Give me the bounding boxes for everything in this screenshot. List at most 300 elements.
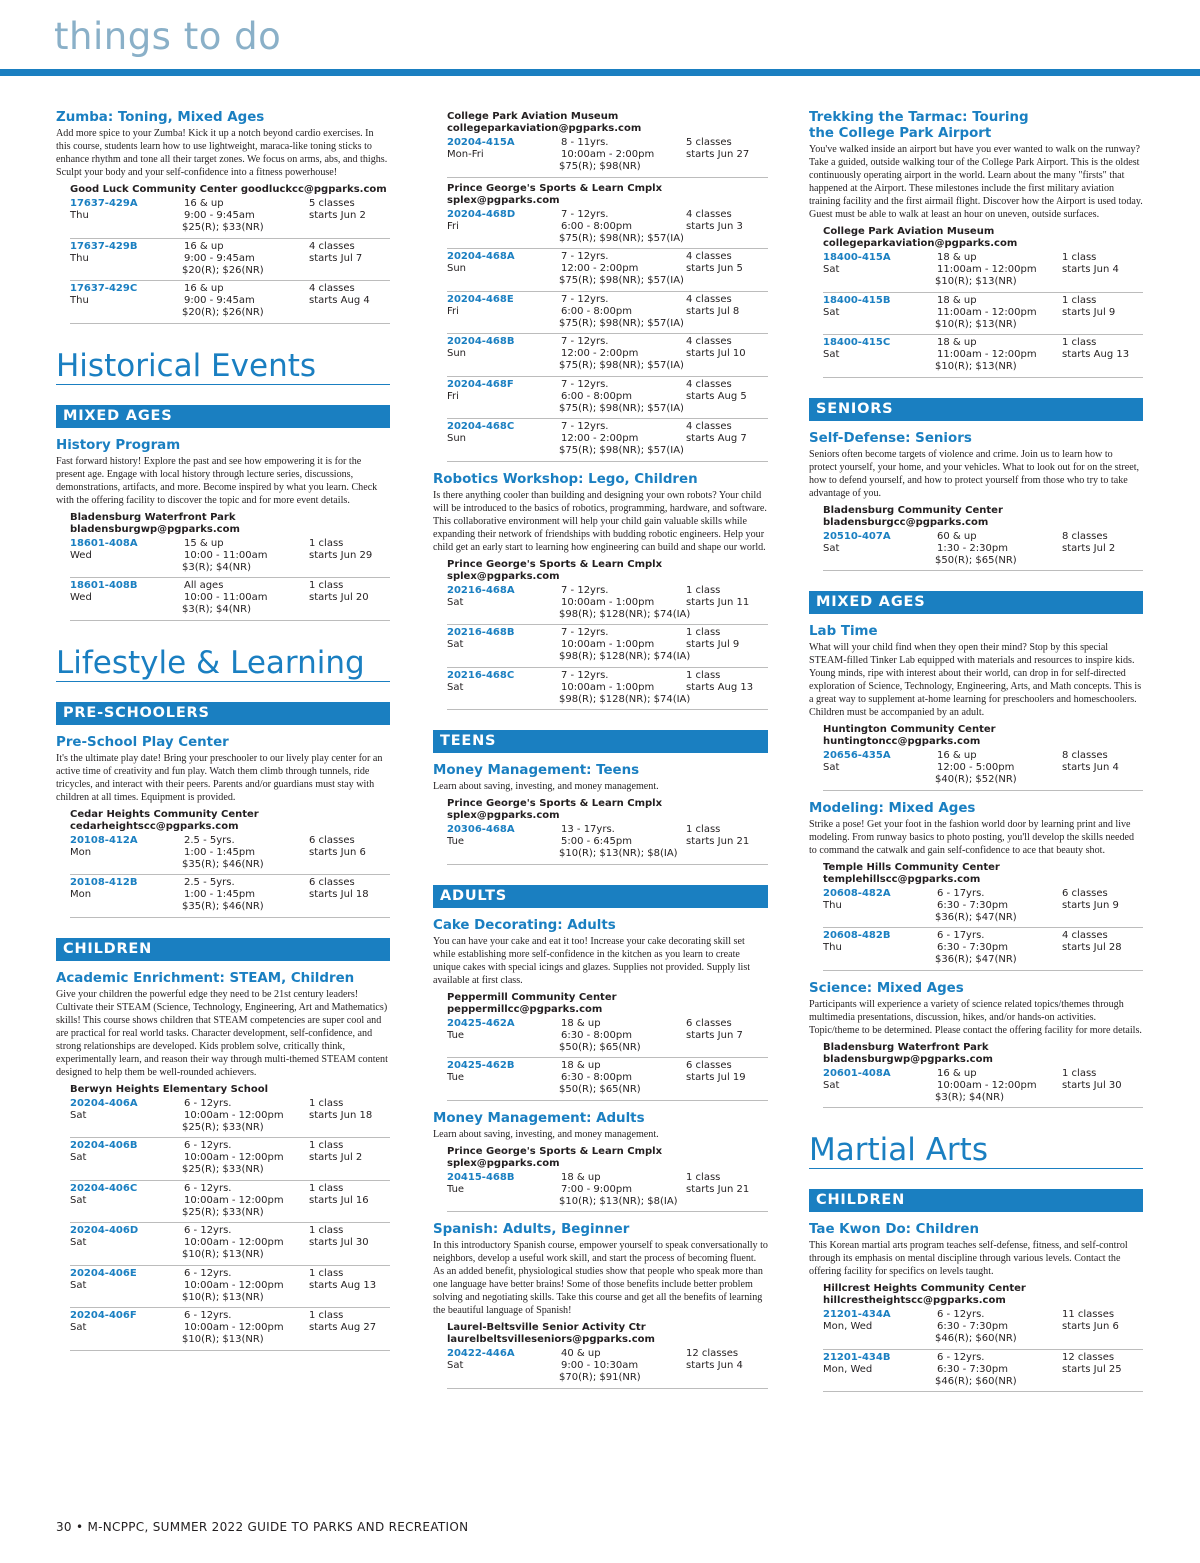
category-bar-mixed-ages: MIXED AGES — [809, 591, 1143, 614]
class-fee: $3(R); $4(NR) — [182, 604, 251, 615]
start-date: starts Aug 5 — [686, 390, 747, 402]
meeting-days: Mon — [70, 846, 92, 858]
facility-name-text: Huntington Community Center — [823, 724, 996, 735]
program-spanish — [433, 1222, 768, 1389]
facility-name — [70, 512, 390, 536]
course-code[interactable]: 20216-468B — [447, 627, 515, 638]
meeting-days: Thu — [70, 210, 89, 221]
class-count: 6 classes — [309, 877, 355, 888]
program-title: Money Management: Adults — [433, 1110, 645, 1126]
class-fee: $75(R); $98(NR); $57(IA) — [559, 360, 684, 371]
age-range: All ages — [184, 580, 224, 591]
age-range: 7 - 12yrs. — [561, 336, 609, 347]
course-code[interactable]: 20425-462A — [447, 1017, 515, 1029]
meeting-days: Tue — [447, 1183, 465, 1195]
schedule-row — [823, 250, 1143, 293]
program-money-adults — [433, 1111, 768, 1213]
facility-name — [447, 1146, 768, 1170]
schedule-row — [70, 1096, 390, 1139]
start-date: starts Jun 4 — [1062, 762, 1119, 773]
start-date: starts Jun 4 — [686, 1360, 743, 1371]
class-fee: $75(R); $98(NR); $57(IA) — [559, 275, 684, 286]
start-date: starts Jun 2 — [309, 210, 366, 221]
program-description: What will your child find when they open their mind? Stop by this special STEAM-filled Tinker Lab equipped with materials and resources to inspire kids. Young minds, ripe with interest about their world, can drop in for self-directed exploration of Science, Technology, Engineering, Arts, and Math concepts. This is a great way to supplement at-home learning for preschoolers and homeschoolers. Children must be accompanied by an adult. — [809, 642, 1142, 718]
schedule-row — [823, 529, 1143, 572]
start-date: starts Aug 13 — [686, 681, 754, 693]
schedule-row — [823, 748, 1143, 791]
class-time: 1:00 - 1:45pm — [184, 846, 255, 858]
start-date: starts Jun 18 — [309, 1109, 373, 1121]
class-count: 1 class — [686, 824, 721, 835]
schedule-table — [56, 196, 390, 324]
start-date: starts Jul 8 — [686, 305, 740, 317]
class-count: 12 classes — [686, 1348, 739, 1359]
class-count: 6 classes — [309, 834, 355, 846]
class-fee: $10(R); $13(NR) — [182, 1291, 264, 1303]
class-time: 1:00 - 1:45pm — [184, 889, 255, 900]
course-code[interactable]: 20608-482B — [823, 930, 891, 941]
age-range: 6 - 12yrs. — [184, 1310, 232, 1321]
course-code[interactable]: 21201-434A — [823, 1309, 891, 1320]
schedule-row — [70, 1138, 390, 1181]
course-code[interactable]: 20216-468A — [447, 584, 515, 596]
age-range: 16 & up — [184, 198, 224, 209]
age-range: 18 & up — [561, 1017, 601, 1029]
meeting-days: Sat — [70, 1322, 87, 1333]
meeting-days: Fri — [447, 305, 459, 317]
program-description: Learn about saving, investing, and money management. — [433, 1128, 659, 1140]
course-code[interactable]: 20204-468D — [447, 208, 516, 220]
facility-name — [823, 1283, 1143, 1307]
schedule-row — [447, 377, 768, 420]
age-range: 6 - 17yrs. — [937, 930, 985, 941]
class-time: 6:00 - 8:00pm — [561, 220, 632, 232]
course-code[interactable]: 18400-415A — [823, 252, 891, 263]
class-count: 4 classes — [686, 293, 732, 305]
program-title: Zumba: Toning, Mixed Ages — [56, 110, 265, 125]
facility-name — [447, 559, 768, 583]
class-time: 6:30 - 7:30pm — [937, 1321, 1008, 1332]
course-code[interactable]: 20204-406A — [70, 1097, 138, 1109]
meeting-days: Fri — [447, 220, 459, 232]
start-date: starts Aug 7 — [686, 433, 747, 444]
column-right — [809, 100, 1143, 1392]
class-time: 12:00 - 2:00pm — [561, 433, 639, 444]
start-date: starts Jul 25 — [1062, 1363, 1122, 1375]
page-header-title: things to do — [54, 15, 282, 58]
class-time: 11:00am - 12:00pm — [937, 264, 1037, 275]
course-code[interactable]: 20204-468F — [447, 378, 514, 390]
class-count: 4 classes — [309, 240, 355, 252]
program-self-defense — [809, 431, 1143, 572]
class-time: 10:00am - 12:00pm — [937, 1079, 1037, 1091]
facility-name — [823, 724, 1143, 748]
facility-email: peppermillcc@pgparks.com — [447, 1003, 603, 1015]
class-fee: $75(R); $98(NR); $57(IA) — [559, 402, 684, 414]
course-code[interactable]: 20204-468C — [447, 421, 515, 432]
age-range: 7 - 12yrs. — [561, 627, 609, 638]
schedule-table — [56, 536, 390, 621]
meeting-days: Wed — [70, 549, 92, 561]
schedule-table — [809, 529, 1143, 572]
class-count: 4 classes — [686, 336, 732, 347]
course-code[interactable]: 17637-429A — [70, 198, 138, 209]
class-time: 10:00 - 11:00am — [184, 549, 268, 561]
course-code[interactable]: 20204-468A — [447, 251, 515, 262]
facility-name-text: Peppermill Community Center — [447, 991, 617, 1003]
start-date: starts Jun 21 — [686, 836, 750, 847]
program-description: You can have your cake and eat it too! Increase your cake decorating skill set while establishing more self-confidence in the kitchen as you learn to create unique cakes with special icings and glazes. Supplies not provided. Supply list available at first class. — [433, 935, 751, 986]
schedule-row — [70, 578, 390, 621]
facility-email: bladensburgcc@pgparks.com — [823, 516, 989, 528]
class-count: 1 class — [309, 1140, 344, 1151]
program-trekking — [809, 110, 1143, 378]
class-fee: $10(R); $13(NR) — [935, 318, 1017, 330]
age-range: 7 - 12yrs. — [561, 293, 609, 305]
meeting-days: Sat — [823, 542, 840, 554]
class-fee: $3(R); $4(NR) — [935, 1091, 1004, 1103]
facility-name — [823, 1042, 1143, 1066]
meeting-days: Mon, Wed — [823, 1321, 873, 1332]
meeting-days: Sat — [447, 681, 464, 693]
schedule-row — [823, 928, 1143, 971]
schedule-row — [447, 668, 768, 711]
class-count: 1 class — [309, 1182, 344, 1194]
facility-name-text: Prince George's Sports & Learn Cmplx — [447, 798, 663, 809]
class-fee: $50(R); $65(NR) — [559, 1084, 641, 1095]
section-title-lifestyle-learning: Lifestyle & Learning — [56, 645, 390, 682]
age-range: 18 & up — [937, 337, 977, 348]
meeting-days: Mon, Wed — [823, 1363, 873, 1375]
facility-email: splex@pgparks.com — [447, 194, 560, 206]
facility-name — [823, 226, 1143, 250]
class-count: 4 classes — [1062, 930, 1108, 941]
age-range: 2.5 - 5yrs. — [184, 877, 235, 888]
meeting-days: Tue — [447, 1072, 465, 1083]
class-fee: $10(R); $13(NR) — [182, 1334, 264, 1345]
class-fee: $50(R); $65(NR) — [935, 554, 1017, 566]
course-code[interactable]: 20601-408A — [823, 1067, 891, 1079]
meeting-days: Sun — [447, 433, 467, 444]
category-bar-teens: TEENS — [433, 730, 768, 753]
class-fee: $75(R); $98(NR); $57(IA) — [559, 232, 684, 244]
program-title: Cake Decorating: Adults — [433, 917, 616, 933]
course-code[interactable]: 20656-435A — [823, 750, 891, 761]
age-range: 16 & up — [184, 283, 224, 294]
class-count: 4 classes — [686, 421, 732, 432]
class-time: 10:00am - 2:00pm — [561, 149, 655, 160]
start-date: starts Jun 7 — [686, 1029, 743, 1041]
class-time: 6:30 - 7:30pm — [937, 942, 1008, 953]
facility-email: hillcrestheightscc@pgparks.com — [823, 1295, 1006, 1306]
start-date: starts Jun 11 — [686, 596, 750, 608]
schedule-row — [70, 536, 390, 579]
program-cake — [433, 918, 768, 1101]
age-range: 6 - 12yrs. — [184, 1182, 232, 1194]
course-code[interactable]: 20510-407A — [823, 530, 891, 542]
category-bar-children: CHILDREN — [809, 1189, 1143, 1212]
class-time: 10:00am - 1:00pm — [561, 596, 655, 608]
course-code[interactable]: 20306-468A — [447, 824, 515, 835]
facility-email: splex@pgparks.com — [447, 570, 560, 582]
start-date: starts Jun 27 — [686, 149, 750, 160]
program-description: Participants will experience a variety of science related topics/themes through multimedia presentations, discussion, hikes, and/or hands-on activities. Topic/theme to be determined. Please contact the offering facility for more details. — [809, 998, 1142, 1036]
meeting-days: Tue — [447, 836, 465, 847]
start-date: starts Jun 21 — [686, 1183, 750, 1195]
facility-name — [70, 809, 390, 833]
program-title: Science: Mixed Ages — [809, 980, 964, 996]
course-code[interactable]: 20422-446A — [447, 1348, 515, 1359]
age-range: 7 - 12yrs. — [561, 669, 609, 681]
program-description: Add more spice to your Zumba! Kick it up a notch beyond cardio exercises. In this course, students learn how to use lightweight, maraca-like toning sticks to enhance rhythm and tone all their target zones. We focus on arms, abs, and thighs. Sculpt your body and your self-confidence into a fitness powerhouse! — [56, 128, 388, 178]
age-range: 6 - 17yrs. — [937, 887, 985, 899]
schedule-row — [70, 196, 390, 239]
schedule-row — [823, 886, 1143, 929]
course-code[interactable]: 18400-415B — [823, 294, 891, 306]
course-code[interactable]: 20108-412B — [70, 877, 138, 888]
schedule-table — [809, 886, 1143, 971]
schedule-table — [809, 1066, 1143, 1109]
course-code[interactable]: 17637-429C — [70, 283, 138, 294]
class-fee: $20(R); $26(NR) — [182, 264, 264, 276]
facility-name — [823, 505, 1143, 529]
program-title: Robotics Workshop: Lego, Children — [433, 471, 698, 487]
class-count: 1 class — [309, 580, 344, 591]
facility-name-text: Bladensburg Waterfront Park — [823, 1041, 989, 1053]
class-time: 9:00 - 9:45am — [184, 210, 255, 221]
program-title: Modeling: Mixed Ages — [809, 800, 976, 816]
facility-name-text: College Park Aviation Museum — [823, 226, 995, 237]
course-code[interactable]: 20204-415A — [447, 137, 515, 148]
course-code[interactable]: 18601-408B — [70, 580, 138, 591]
class-count: 1 class — [1062, 294, 1097, 306]
meeting-days: Sat — [823, 264, 840, 275]
course-code[interactable]: 20204-406E — [70, 1267, 137, 1279]
meeting-days: Tue — [447, 1029, 465, 1041]
meeting-days: Thu — [70, 295, 89, 306]
class-count: 1 class — [1062, 337, 1097, 348]
facility-name-text: Hillcrest Heights Community Center — [823, 1283, 1026, 1294]
program-robotics — [433, 472, 768, 711]
schedule-row — [447, 334, 768, 377]
program-title: Tae Kwon Do: Children — [809, 1222, 980, 1237]
class-count: 1 class — [1062, 252, 1097, 263]
class-fee: $46(R); $60(NR) — [935, 1333, 1017, 1344]
class-fee: $10(R); $13(NR) — [182, 1249, 264, 1260]
class-fee: $46(R); $60(NR) — [935, 1375, 1017, 1387]
class-count: 8 classes — [1062, 530, 1108, 542]
class-time: 10:00 - 11:00am — [184, 592, 268, 603]
start-date: starts Jun 9 — [1062, 899, 1119, 911]
age-range: 18 & up — [561, 1171, 601, 1183]
program-title: Pre-School Play Center — [56, 734, 229, 750]
facility-name — [447, 992, 768, 1016]
course-code[interactable]: 20204-406B — [70, 1140, 138, 1151]
schedule-row — [447, 1016, 768, 1059]
column-left — [56, 100, 390, 1351]
class-count: 5 classes — [686, 137, 732, 148]
schedule-row — [70, 281, 390, 324]
program-title: Spanish: Adults, Beginner — [433, 1222, 630, 1237]
class-count: 4 classes — [309, 283, 355, 294]
age-range: 16 & up — [937, 1067, 977, 1079]
meeting-days: Sat — [823, 349, 840, 360]
class-fee: $10(R); $13(NR); $8(IA) — [559, 1195, 678, 1207]
program-title-line2: the College Park Airport — [809, 126, 992, 141]
facility-name-text: Laurel-Beltsville Senior Activity Ctr — [447, 1322, 646, 1333]
class-fee: $25(R); $33(NR) — [182, 222, 264, 233]
page-header-bar — [0, 69, 1200, 76]
meeting-days: Sat — [823, 306, 840, 318]
course-code[interactable]: 20608-482A — [823, 887, 891, 899]
course-code[interactable]: 18601-408A — [70, 537, 138, 549]
course-code[interactable]: 20204-468B — [447, 336, 515, 347]
course-code[interactable]: 20204-406F — [70, 1310, 137, 1321]
class-count: 1 class — [686, 669, 721, 681]
program-description: Fast forward history! Explore the past and see how empowering it is for the present age. Engage with local history through lecture series, discussions, demonstrations, artifacts, and more. Become inspired by what you learn. Check with the offering facility to discover the topic and for more event details. — [56, 455, 378, 506]
course-code[interactable]: 20204-406D — [70, 1225, 139, 1236]
schedule-table — [809, 250, 1143, 378]
course-code[interactable]: 20204-406C — [70, 1182, 138, 1194]
section-title-martial-arts: Martial Arts — [809, 1132, 1143, 1169]
class-time: 11:00am - 12:00pm — [937, 306, 1037, 318]
class-fee: $10(R); $13(NR) — [935, 276, 1017, 287]
facility-name: Berwyn Heights Elementary School — [70, 1083, 269, 1095]
start-date: starts Jun 5 — [686, 263, 743, 274]
category-bar-children: CHILDREN — [56, 938, 390, 961]
course-code[interactable]: 21201-434B — [823, 1351, 891, 1363]
age-range: 16 & up — [937, 750, 977, 761]
start-date: starts Jul 2 — [1062, 542, 1116, 554]
schedule-row — [447, 135, 768, 178]
age-range: 18 & up — [937, 294, 977, 306]
facility-name — [447, 798, 768, 822]
class-time: 10:00am - 12:00pm — [184, 1109, 284, 1121]
schedule-table — [809, 748, 1143, 791]
start-date: starts Jul 2 — [309, 1152, 363, 1163]
facility-name-text: Bladensburg Waterfront Park — [70, 511, 236, 523]
course-code[interactable]: 20415-468B — [447, 1171, 515, 1183]
meeting-days: Sat — [70, 1237, 87, 1248]
schedule-row — [70, 833, 390, 876]
facility-email: collegeparkaviation@pgparks.com — [823, 238, 1018, 249]
meeting-days: Sat — [447, 596, 464, 608]
program-description: Seniors often become targets of violence and crime. Join us to learn how to protect yourself, your home, and your vehicles. What to look out for on the street, how to defend yourself, and how to protect yourself from those who try to take advantage of you. — [809, 448, 1140, 499]
program-description: It's the ultimate play date! Bring your preschooler to our lively play center for an active time of creativity and fun play. Watch them climb through tunnels, ride tricycles, and interact with their peers. Parents and/or guardians must stay with children at all times. Equipment is provided. — [56, 752, 383, 803]
facility-name-text: Prince George's Sports & Learn Cmplx — [447, 1145, 663, 1157]
age-range: 6 - 12yrs. — [937, 1309, 985, 1320]
class-time: 10:00am - 1:00pm — [561, 681, 655, 693]
class-fee: $70(R); $91(NR) — [559, 1372, 641, 1383]
schedule-row — [823, 1350, 1143, 1393]
class-count: 1 class — [309, 537, 344, 549]
class-time: 5:00 - 6:45pm — [561, 836, 632, 847]
schedule-row — [70, 1308, 390, 1351]
age-range: 60 & up — [937, 530, 977, 542]
course-code[interactable]: 20216-468C — [447, 669, 515, 681]
meeting-days: Sat — [447, 639, 464, 650]
course-code[interactable]: 20204-468E — [447, 293, 514, 305]
course-code[interactable]: 17637-429B — [70, 240, 138, 252]
schedule-row — [447, 207, 768, 250]
class-time: 10:00am - 12:00pm — [184, 1322, 284, 1333]
start-date: starts Jun 3 — [686, 220, 743, 232]
class-fee: $10(R); $13(NR); $8(IA) — [559, 848, 678, 859]
meeting-days: Wed — [70, 592, 92, 603]
start-date: starts Aug 13 — [1062, 349, 1130, 360]
class-time: 9:00 - 10:30am — [561, 1360, 639, 1371]
class-time: 6:00 - 8:00pm — [561, 390, 632, 402]
course-code[interactable]: 20425-462B — [447, 1060, 515, 1071]
schedule-row — [70, 1266, 390, 1309]
facility-email: templehillscc@pgparks.com — [823, 873, 981, 885]
schedule-table — [433, 135, 768, 178]
meeting-days: Sat — [70, 1109, 87, 1121]
program-title — [809, 110, 1143, 142]
class-fee: $35(R); $46(NR) — [182, 901, 264, 912]
class-time: 6:30 - 8:00pm — [561, 1029, 632, 1041]
class-time: 6:00 - 8:00pm — [561, 305, 632, 317]
age-range: 40 & up — [561, 1348, 601, 1359]
class-time: 10:00am - 12:00pm — [184, 1237, 284, 1248]
age-range: 7 - 12yrs. — [561, 378, 609, 390]
facility-email: cedarheightscc@pgparks.com — [70, 820, 239, 832]
program-money-teens — [433, 763, 768, 865]
meeting-days: Sun — [447, 263, 467, 274]
section-title-historical-events: Historical Events — [56, 348, 390, 385]
age-range: 16 & up — [184, 240, 224, 252]
class-fee: $25(R); $33(NR) — [182, 1121, 264, 1133]
class-count: 4 classes — [686, 251, 732, 262]
meeting-days: Sat — [447, 1360, 464, 1371]
facility-name-text: Temple Hills Community Center — [823, 861, 1000, 873]
meeting-days: Sat — [70, 1279, 87, 1291]
course-code[interactable]: 18400-415C — [823, 337, 891, 348]
age-range: 8 - 11yrs. — [561, 137, 609, 148]
start-date: starts Jun 4 — [1062, 264, 1119, 275]
meeting-days: Mon-Fri — [447, 149, 484, 160]
program-description: Strike a pose! Get your foot in the fashion world door by learning print and live modeling. From runway basics to photo posting, you'll develop the skills needed to command the catwalk and gain self-confidence to ace that beauty shot. — [809, 818, 1135, 856]
start-date: starts Jul 19 — [686, 1072, 746, 1083]
program-preschool — [56, 735, 390, 918]
program-description: Learn about saving, investing, and money management. — [433, 781, 659, 792]
program-title-line1: Trekking the Tarmac: Touring — [809, 110, 1029, 125]
facility-name-text: College Park Aviation Museum — [447, 111, 619, 122]
start-date: starts Jun 6 — [309, 846, 366, 858]
class-time: 10:00am - 1:00pm — [561, 639, 655, 650]
start-date: starts Jul 30 — [309, 1237, 369, 1248]
start-date: starts Jul 9 — [686, 639, 740, 650]
class-fee: $20(R); $26(NR) — [182, 307, 264, 318]
class-fee: $50(R); $65(NR) — [559, 1041, 641, 1053]
facility-name-text: Cedar Heights Community Center — [70, 808, 259, 820]
facility-email: laurelbeltsvilleseniors@pgparks.com — [447, 1334, 655, 1345]
program-modeling — [809, 801, 1143, 971]
class-time: 1:30 - 2:30pm — [937, 542, 1008, 554]
age-range: 7 - 12yrs. — [561, 208, 609, 220]
class-time: 12:00 - 2:00pm — [561, 263, 639, 274]
class-fee: $36(R); $47(NR) — [935, 911, 1017, 923]
category-bar-adults: ADULTS — [433, 885, 768, 908]
facility-name — [823, 862, 1143, 886]
schedule-row — [823, 293, 1143, 336]
class-time: 12:00 - 2:00pm — [561, 348, 639, 359]
program-description: Is there anything cooler than building and designing your own robots? Your child will be introduced to the basics of robotics, programming, hardware, and software. This collaborative environment will help your child gain valuable skills while expanding their network of friendships with budding robotic engineers. Help your child get an early start to learning how engineering can build and shape our world. — [433, 489, 767, 553]
course-code[interactable]: 20108-412A — [70, 834, 138, 846]
facility-name-text: Prince George's Sports & Learn Cmplx — [447, 182, 663, 194]
class-time: 10:00am - 12:00pm — [184, 1194, 284, 1206]
schedule-table — [433, 1346, 768, 1389]
